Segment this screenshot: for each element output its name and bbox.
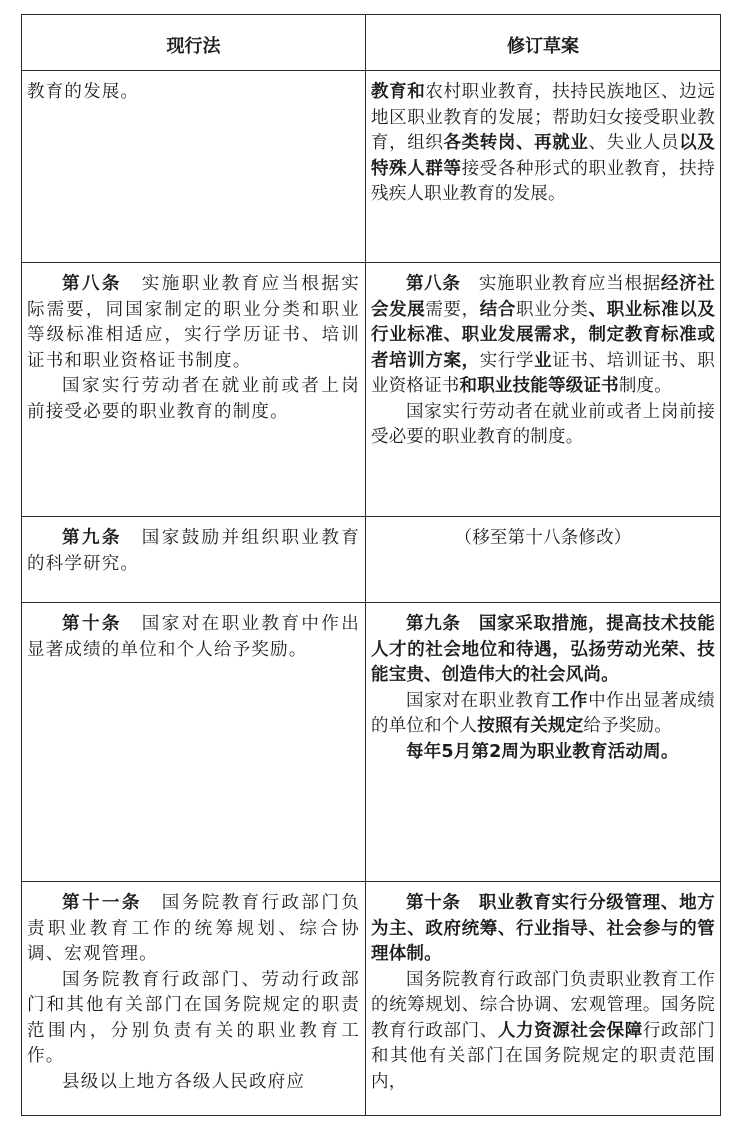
bold-text-segment: 以及特殊人群等	[371, 133, 715, 179]
text-segment: 中作出显著成绩的单位和个人	[371, 690, 715, 736]
article-paragraph	[371, 272, 715, 400]
article-paragraph	[371, 80, 715, 208]
bold-text-segment: 第八条	[406, 274, 461, 294]
bold-text-segment: 第八条	[62, 274, 122, 294]
text-segment: 、失业人员	[588, 133, 680, 153]
bold-text-segment: 教育和	[371, 82, 426, 102]
text-segment: 给予奖励。	[583, 716, 672, 736]
bold-text-segment: 工作	[551, 690, 589, 711]
article-paragraph	[27, 80, 360, 106]
text-segment	[461, 893, 479, 913]
text-segment: （移至第十八条修改）	[454, 528, 632, 548]
text-segment: 国家对在职业教育中作出显著成绩的单位和个人给予奖励。	[27, 614, 360, 660]
text-segment: 接受各种形式的职业教育，扶持残疾人职业教育的发展。	[371, 158, 715, 204]
text-segment: 农村职业教育，扶持民族地区、边远地区职业教育的发展；帮助妇女接受职业教育，组织	[371, 82, 715, 153]
current-law-cell	[22, 603, 366, 882]
text-segment: 需要，	[425, 299, 480, 320]
header-revised-draft: 修订草案	[366, 15, 721, 71]
text-segment: 国家鼓励并组织职业教育的科学研究。	[27, 528, 360, 574]
current-law-cell	[22, 517, 366, 603]
bold-text-segment: 各类转岗、再就业	[443, 133, 589, 153]
bold-text-segment: 业	[534, 350, 553, 371]
bold-text-segment: 第九条	[406, 614, 461, 634]
text-segment	[461, 614, 479, 634]
text-segment: 实行学	[479, 350, 535, 371]
table-row	[22, 882, 721, 1116]
table-row	[22, 517, 721, 603]
header-current-law: 现行法	[22, 15, 366, 71]
article-paragraph	[27, 891, 360, 968]
revised-draft-cell	[366, 882, 721, 1116]
revised-draft-cell	[366, 71, 721, 263]
bold-text-segment: 、职业标准以及行业标准、职业发展需求，制定教育标准或者培训方案，	[371, 299, 716, 371]
table-header-row	[22, 15, 721, 71]
article-paragraph	[371, 612, 715, 689]
text-segment: 县级以上地方各级人民政府应	[62, 1071, 306, 1092]
article-paragraph	[371, 968, 715, 1096]
current-law-cell	[22, 71, 366, 263]
text-segment: 行政部门和其他有关部门在国务院规定的职责范围内，	[371, 1020, 715, 1092]
bold-text-segment: 经济社会发展	[371, 274, 716, 320]
article-paragraph	[27, 1070, 360, 1096]
text-segment: 教育的发展。	[27, 82, 140, 102]
text-segment: 制度。	[618, 376, 672, 396]
current-law-cell	[22, 882, 366, 1116]
text-segment: 国务院教育行政部门、劳动行政部门和其他有关部门在国务院规定的职责范围内，分别负责有关的职业教育工作。	[27, 969, 360, 1066]
current-law-cell	[22, 263, 366, 517]
article-paragraph	[27, 612, 360, 663]
text-segment: 国务院教育行政部门负责职业教育工作的统筹规划、综合协调、宏观管理。国务院教育行政部门、	[371, 969, 715, 1041]
bold-text-segment: 人力资源社会保障	[497, 1020, 643, 1041]
text-segment: 国家实行劳动者在就业前或者上岗前接受必要的职业教育的制度。	[27, 376, 360, 422]
text-segment: 国家对在职业教育	[406, 690, 552, 711]
bold-text-segment: 结合	[479, 299, 517, 320]
bold-text-segment: 和职业技能等级证书	[459, 376, 619, 396]
article-paragraph	[371, 526, 715, 552]
bold-text-segment: 第九条	[62, 528, 122, 548]
article-paragraph	[371, 689, 715, 740]
article-paragraph	[27, 272, 360, 374]
text-segment: 实施职业教育应当根据	[460, 274, 661, 294]
bold-text-segment: 职业教育实行分级管理、地方为主、政府统筹、行业指导、社会参与的管理体制。	[371, 893, 716, 964]
article-paragraph	[27, 526, 360, 577]
law-comparison-table	[21, 14, 721, 1116]
article-paragraph	[371, 891, 715, 968]
revised-draft-cell	[366, 603, 721, 882]
table-row	[22, 263, 721, 517]
bold-text-segment: 第十条	[62, 614, 122, 634]
bold-text-segment: 第十条	[406, 893, 461, 913]
revised-draft-cell	[366, 517, 721, 603]
text-segment: 实施职业教育应当根据实际需要，同国家制定的职业分类和职业等级标准相适应，实行学历证书、培训证书和职业资格证书制度。	[27, 274, 360, 371]
article-paragraph	[371, 740, 715, 766]
revised-draft-cell	[366, 263, 721, 517]
table-row	[22, 603, 721, 882]
bold-text-segment: 按照有关规定	[477, 716, 584, 736]
text-segment: 证书、培训证书、职业资格证书	[371, 350, 716, 396]
text-segment: 国务院教育行政部门负责职业教育工作的统筹规划、综合协调、宏观管理。	[27, 893, 360, 964]
text-segment: 国家实行劳动者在就业前或者上岗前接受必要的职业教育的制度。	[371, 401, 715, 447]
bold-text-segment: 国家采取措施，提高技术技能人才的社会地位和待遇，弘扬劳动光荣、技能宝贵、创造伟大的社会风尚。	[371, 614, 716, 685]
bold-text-segment: 每年5月第2周为职业教育活动周。	[406, 741, 679, 762]
text-segment: 职业分类	[516, 299, 589, 320]
article-paragraph	[371, 400, 715, 451]
article-paragraph	[27, 374, 360, 425]
article-paragraph	[27, 968, 360, 1070]
table-row	[22, 71, 721, 263]
bold-text-segment: 第十一条	[62, 893, 142, 913]
